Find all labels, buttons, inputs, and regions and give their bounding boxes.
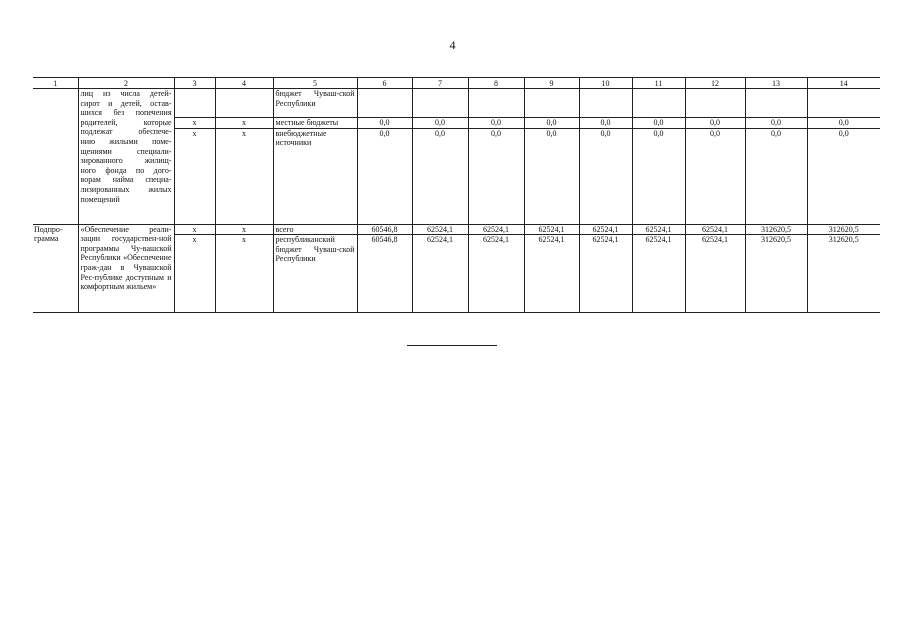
value-cell: 0,0	[632, 118, 685, 129]
source-cell: бюджет Чуваш-ской Республики	[273, 89, 357, 118]
value-cell: 0,0	[632, 128, 685, 224]
header-cell: 12	[685, 78, 745, 89]
description-line: сирот и детей, остав-	[80, 98, 172, 108]
col4-cell: х	[215, 235, 273, 313]
description-cell	[78, 89, 174, 225]
header-cell: 7	[412, 78, 468, 89]
value-cell: 312620,5	[745, 224, 807, 235]
description-line: шихся без попечения	[80, 108, 172, 118]
value-cell: 0,0	[468, 128, 524, 224]
header-cell: 1	[33, 78, 78, 89]
value-cell	[685, 89, 745, 118]
value-cell: 62524,1	[685, 235, 745, 313]
value-cell	[412, 89, 468, 118]
description-line: зированного жилищ-	[80, 156, 172, 166]
header-cell: 4	[215, 78, 273, 89]
value-cell: 0,0	[807, 118, 880, 129]
value-cell: 0,0	[579, 128, 632, 224]
value-cell: 312620,5	[745, 235, 807, 313]
source-cell: республиканский бюджет Чуваш-ской Республики	[273, 235, 357, 313]
description-line: ворам найма специа-	[80, 175, 172, 185]
description-line: родителей, которые	[80, 117, 172, 127]
value-cell: 60546,8	[357, 235, 412, 313]
header-cell: 9	[524, 78, 579, 89]
header-cell: 11	[632, 78, 685, 89]
value-cell: 0,0	[685, 118, 745, 129]
footer-rule	[407, 345, 497, 346]
value-cell: 60546,8	[357, 224, 412, 235]
header-cell: 14	[807, 78, 880, 89]
value-cell: 0,0	[412, 118, 468, 129]
description-line: лиц из числа детей-	[80, 89, 172, 98]
value-cell: 62524,1	[468, 224, 524, 235]
header-cell: 2	[78, 78, 174, 89]
col4-cell: х	[215, 118, 273, 129]
value-cell: 62524,1	[632, 235, 685, 313]
table-row	[33, 224, 880, 235]
value-cell: 62524,1	[685, 224, 745, 235]
value-cell	[357, 89, 412, 118]
value-cell: 312620,5	[807, 224, 880, 235]
value-cell: 0,0	[685, 128, 745, 224]
description-line: подлежат обеспече-	[80, 127, 172, 137]
value-cell: 0,0	[745, 118, 807, 129]
type-cell	[33, 89, 78, 225]
value-cell: 62524,1	[468, 235, 524, 313]
value-cell: 0,0	[357, 118, 412, 129]
description-line: нию жилыми поме-	[80, 136, 172, 146]
budget-table	[33, 77, 880, 313]
value-cell: 62524,1	[632, 224, 685, 235]
description-line: щениями специали-	[80, 146, 172, 156]
col3-cell: х	[174, 235, 215, 313]
header-cell: 10	[579, 78, 632, 89]
value-cell: 0,0	[468, 118, 524, 129]
value-cell: 0,0	[807, 128, 880, 224]
value-cell: 0,0	[524, 118, 579, 129]
description-line: ного фонда по дого-	[80, 165, 172, 175]
value-cell	[807, 89, 880, 118]
col3-cell: х	[174, 224, 215, 235]
value-cell	[632, 89, 685, 118]
header-cell: 6	[357, 78, 412, 89]
value-cell	[745, 89, 807, 118]
value-cell: 0,0	[524, 128, 579, 224]
value-cell: 62524,1	[579, 235, 632, 313]
col4-cell: х	[215, 128, 273, 224]
col3-cell: х	[174, 128, 215, 224]
value-cell: 62524,1	[524, 235, 579, 313]
page-number: 4	[449, 38, 456, 52]
value-cell: 62524,1	[524, 224, 579, 235]
value-cell: 312620,5	[807, 235, 880, 313]
header-cell: 8	[468, 78, 524, 89]
value-cell: 62524,1	[579, 224, 632, 235]
value-cell: 62524,1	[412, 235, 468, 313]
source-cell: местные бюджеты	[273, 118, 357, 129]
value-cell	[468, 89, 524, 118]
col3-cell	[174, 89, 215, 118]
col4-cell	[215, 89, 273, 118]
description-line: помещений	[80, 194, 120, 204]
header-row	[33, 78, 880, 89]
table-row	[33, 89, 880, 118]
value-cell: 0,0	[745, 128, 807, 224]
source-cell: всего	[273, 224, 357, 235]
value-cell	[524, 89, 579, 118]
value-cell: 62524,1	[412, 224, 468, 235]
header-cell: 3	[174, 78, 215, 89]
value-cell: 0,0	[357, 128, 412, 224]
col4-cell: х	[215, 224, 273, 235]
header-cell: 5	[273, 78, 357, 89]
subprogram-name-cell: «Обеспечение реали-зации государствен-ной программы Чу-вашской Республики «Обеспечение граж-дан в Чувашской Рес-публике доступным и комфортным жильем»	[78, 224, 174, 313]
source-cell: внебюджетные источники	[273, 128, 357, 224]
value-cell	[579, 89, 632, 118]
description-line: лизированных жилых	[80, 184, 172, 194]
value-cell: 0,0	[579, 118, 632, 129]
header-cell: 13	[745, 78, 807, 89]
type-cell: Подпро-грамма	[33, 224, 78, 313]
value-cell: 0,0	[412, 128, 468, 224]
col3-cell: х	[174, 118, 215, 129]
